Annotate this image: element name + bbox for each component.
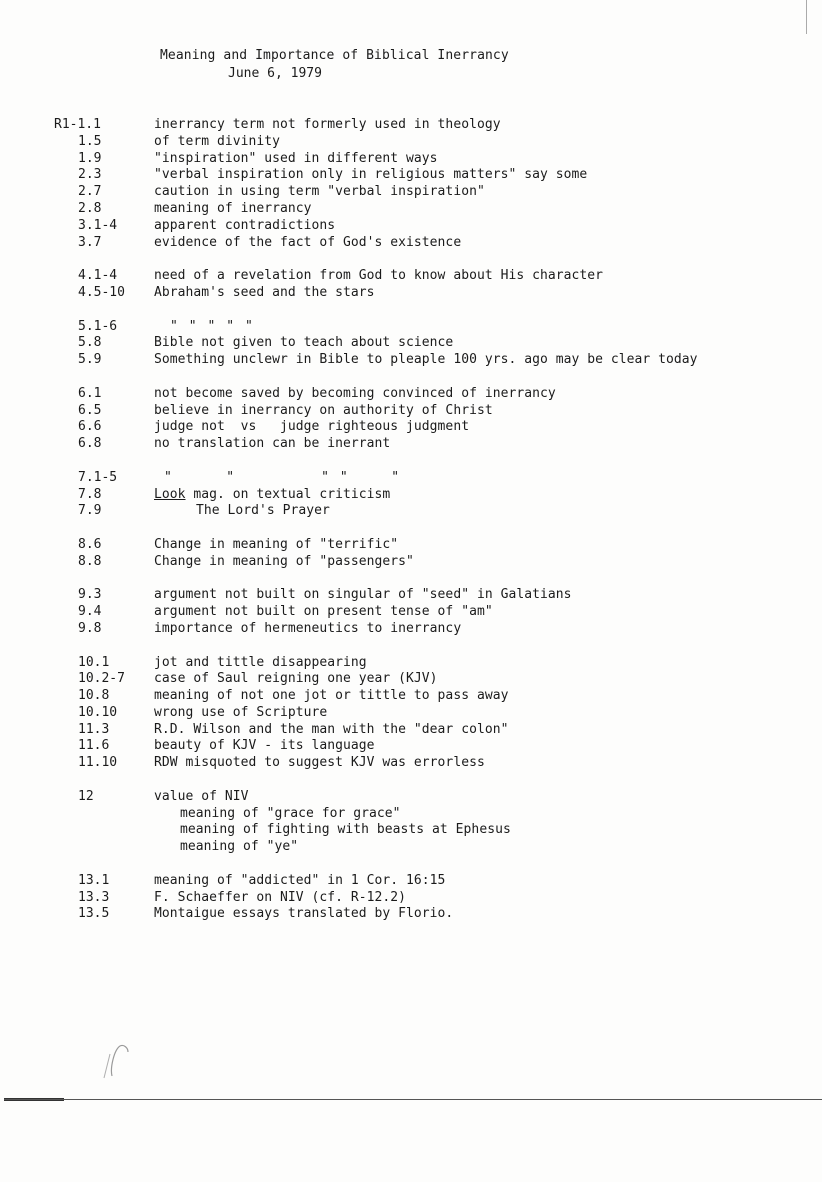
entry-text-rest: mag. on textual criticism — [185, 486, 391, 502]
entry-ref: 3.7 — [78, 234, 102, 250]
entry-list — [0, 117, 822, 923]
entry-text: importance of hermeneutics to inerrancy — [154, 620, 462, 636]
entry-ref: 11.10 — [78, 755, 118, 771]
list-item — [0, 789, 822, 806]
spacer — [0, 856, 822, 873]
entry-text: Change in meaning of "passengers" — [154, 553, 414, 569]
entry-text: jot and tittle disappearing — [154, 654, 367, 670]
entry-text: meaning of "grace for grace" — [180, 805, 401, 821]
entry-ref: 10.1 — [78, 654, 110, 670]
list-item — [0, 201, 822, 218]
list-item — [0, 537, 822, 554]
list-item — [0, 890, 822, 907]
list-item — [0, 671, 822, 688]
list-item — [0, 235, 822, 252]
list-item — [0, 822, 822, 839]
entry-ref: 3.1-4 — [78, 217, 118, 233]
spacer — [0, 302, 822, 319]
entry-ref: 7.1-5 — [78, 469, 118, 485]
entry-text: value of NIV — [154, 788, 249, 804]
entry-text: R.D. Wilson and the man with the "dear colon" — [154, 721, 509, 737]
entry-text: argument not built on singular of "seed" in Galatians — [154, 587, 572, 603]
entry-text: meaning of "addicted" in 1 Cor. 16:15 — [154, 872, 446, 888]
list-item — [0, 621, 822, 638]
entry-ref: 5.9 — [78, 352, 102, 368]
entry-text: " " " " " — [170, 318, 253, 334]
list-item — [0, 554, 822, 571]
spacer — [0, 453, 822, 470]
entry-ref: 13.5 — [78, 906, 110, 922]
entry-text: RDW misquoted to suggest KJV was errorless — [154, 755, 485, 771]
list-item — [0, 873, 822, 890]
list-item — [0, 335, 822, 352]
list-item — [0, 285, 822, 302]
entry-ref: 9.4 — [78, 604, 102, 620]
list-item — [0, 319, 822, 336]
entry-ref: 5.1-6 — [78, 318, 118, 334]
list-item — [0, 738, 822, 755]
list-item — [0, 218, 822, 235]
entry-ref: 13.3 — [78, 889, 110, 905]
list-item — [0, 403, 822, 420]
entry-ref: 1.9 — [78, 150, 102, 166]
entry-text: beauty of KJV - its language — [154, 738, 375, 754]
list-item — [0, 604, 822, 621]
entry-text: The Lord's Prayer — [196, 503, 330, 519]
list-item — [0, 487, 822, 504]
entry-ref: 6.1 — [78, 385, 102, 401]
entry-ref: 10.10 — [78, 704, 118, 720]
list-item — [0, 806, 822, 823]
entry-ref: 1.5 — [78, 133, 102, 149]
entry-text: Change in meaning of "terrific" — [154, 536, 399, 552]
entry-ref: 11.6 — [78, 738, 110, 754]
entry-text: meaning of fighting with beasts at Ephesus — [180, 822, 511, 838]
entry-ref: 4.5-10 — [78, 284, 125, 300]
entry-ref: 9.3 — [78, 587, 102, 603]
entry-ref: 9.8 — [78, 620, 102, 636]
list-item — [0, 705, 822, 722]
list-item — [0, 134, 822, 151]
spacer — [0, 638, 822, 655]
list-item — [0, 419, 822, 436]
page-bottom-rule — [4, 1099, 822, 1100]
entry-text: inerrancy term not formerly used in theology — [154, 117, 501, 132]
list-item — [0, 151, 822, 168]
entry-ref: 8.6 — [78, 536, 102, 552]
list-item — [0, 386, 822, 403]
list-item — [0, 470, 822, 487]
entry-ref: 6.8 — [78, 436, 102, 452]
entry-text: wrong use of Scripture — [154, 704, 328, 720]
entry-text: "inspiration" used in different ways — [154, 150, 438, 166]
list-item — [0, 755, 822, 772]
list-item — [0, 906, 822, 923]
entry-text: argument not built on present tense of "am" — [154, 604, 493, 620]
list-item — [0, 503, 822, 520]
list-item — [0, 352, 822, 369]
entry-ref: 4.1-4 — [78, 268, 118, 284]
document-date: June 6, 1979 — [228, 66, 322, 81]
spacer — [0, 251, 822, 268]
list-item — [0, 688, 822, 705]
entry-text: not become saved by becoming convinced of inerrancy — [154, 385, 556, 401]
list-item — [0, 184, 822, 201]
spacer — [0, 369, 822, 386]
entry-text: of term divinity — [154, 133, 281, 149]
list-item — [0, 117, 822, 134]
spacer — [0, 772, 822, 789]
entry-text: believe in inerrancy on authority of Christ — [154, 402, 493, 418]
entry-text: meaning of inerrancy — [154, 200, 312, 216]
entry-ref: 6.6 — [78, 419, 102, 435]
list-item — [0, 436, 822, 453]
entry-text: caution in using term "verbal inspiration" — [154, 184, 485, 200]
entry-text: case of Saul reigning one year (KJV) — [154, 671, 438, 687]
list-item — [0, 268, 822, 285]
entry-text: need of a revelation from God to know about His character — [154, 268, 603, 284]
entry-ref: 6.5 — [78, 402, 102, 418]
entry-ref: 12 — [78, 788, 94, 804]
entry-ref: 11.3 — [78, 721, 110, 737]
entry-ref: R1-1.1 — [54, 117, 101, 132]
entry-text: judge not vs judge righteous judgment — [154, 419, 470, 435]
spacer — [0, 571, 822, 588]
entry-text: meaning of "ye" — [180, 839, 299, 855]
document-title: Meaning and Importance of Biblical Inerrancy — [160, 48, 509, 63]
entry-ref: 10.2-7 — [78, 671, 125, 687]
list-item — [0, 587, 822, 604]
entry-text: no translation can be inerrant — [154, 436, 391, 452]
entry-ref: 2.7 — [78, 184, 102, 200]
spacer — [0, 520, 822, 537]
pen-scribble — [98, 1040, 138, 1080]
entry-text: " " " " " — [164, 469, 400, 485]
entry-ref: 7.9 — [78, 503, 102, 519]
entry-text: apparent contradictions — [154, 217, 336, 233]
entry-ref: 5.8 — [78, 335, 102, 351]
entry-ref: 8.8 — [78, 553, 102, 569]
entry-text — [154, 487, 390, 504]
entry-text: meaning of not one jot or tittle to pass away — [154, 688, 509, 704]
entry-ref: 2.8 — [78, 200, 102, 216]
entry-text: F. Schaeffer on NIV (cf. R-12.2) — [154, 889, 407, 905]
entry-ref: 10.8 — [78, 688, 110, 704]
edge-mark — [806, 0, 807, 34]
entry-ref: 13.1 — [78, 872, 110, 888]
list-item — [0, 655, 822, 672]
entry-text: Something unclewr in Bible to pleaple 100 yrs. ago may be clear today — [154, 352, 698, 368]
list-item — [0, 167, 822, 184]
entry-ref: 2.3 — [78, 167, 102, 183]
list-item — [0, 839, 822, 856]
magazine-name: Look — [154, 486, 186, 502]
list-item — [0, 722, 822, 739]
entry-text: "verbal inspiration only in religious matters" say some — [154, 167, 588, 183]
entry-text: Bible not given to teach about science — [154, 335, 454, 351]
entry-text: evidence of the fact of God's existence — [154, 234, 462, 250]
entry-text: Montaigue essays translated by Florio. — [154, 906, 454, 922]
entry-ref: 7.8 — [78, 486, 102, 502]
entry-text: Abraham's seed and the stars — [154, 284, 375, 300]
